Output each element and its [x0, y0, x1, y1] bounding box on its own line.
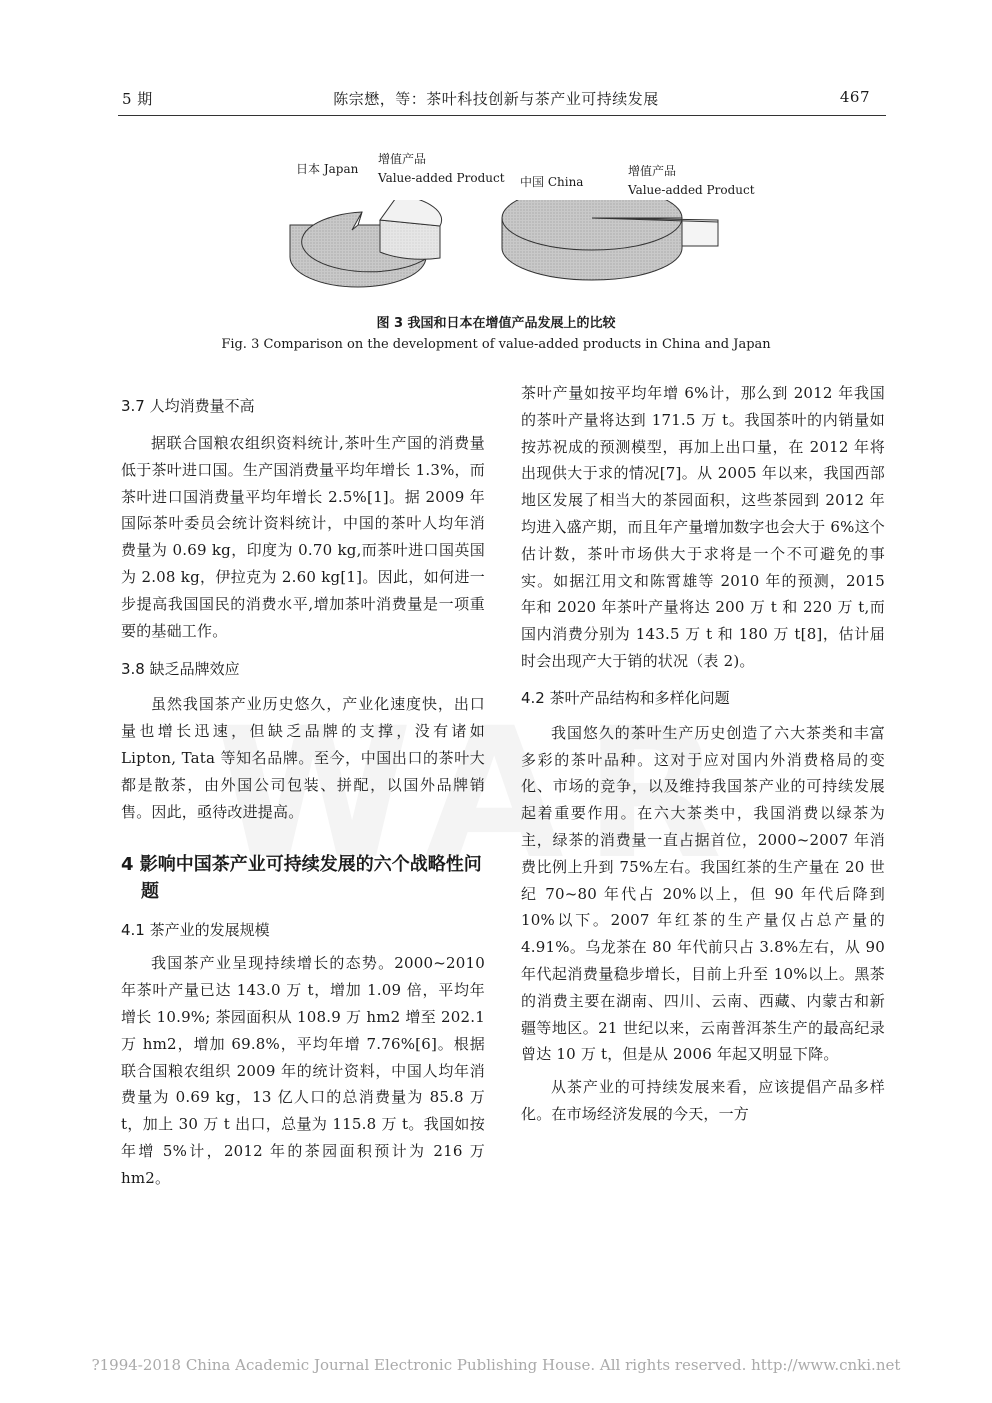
- figure-caption-en: Fig. 3 Comparison on the development of value-added products in China and Japan: [221, 337, 771, 352]
- section-3-8-title: 3.8 缺乏品牌效应: [121, 660, 240, 679]
- section-4-1-title: 4.1 茶产业的发展规模: [121, 921, 270, 940]
- japan-value-added-slice: [380, 200, 442, 259]
- japan-product-en: Value-added Product: [378, 171, 505, 185]
- china-label: 中国 China: [520, 175, 584, 189]
- japan-product-cn: 增值产品: [378, 152, 427, 166]
- section-4-1-paragraph: 我国茶产业呈现持续增长的态势。2000~2010 年茶叶产量已达 143.0 万 t，增加 1.09 倍，平均年增长 10.9%; 茶园面积从 108.9 万 hm2 增至 202.1 万 hm2，增加 69.8%，平均年增 7.76%[6]。根据联合国粮农组织 2009 年的统计资料，中国人均年消费量为 0.69 kg，13 亿人口的总消费量为 85.8 万 t，加上 30 万 t 出口，总量为 115.8 万 t。我国如按年增 5%计，2012 年的茶园面积预计为 216 万 hm2。: [121, 954, 485, 1187]
- journal-issue: 5 期: [122, 90, 153, 108]
- section-3-7-title: 3.7 人均消费量不高: [121, 397, 255, 415]
- pie-comparison-figure: [280, 200, 760, 300]
- japan-label: 日本 Japan: [296, 162, 359, 176]
- section-4-2-paragraph-1: 我国悠久的茶叶生产历史创造了六大茶类和丰富多彩的茶叶品种。这对于应对国内外消费格局的变化、市场的竞争，以及维持我国茶产业的可持续发展起着重要作用。在六大茶类中，我国消费以绿茶为主，绿茶的消费量一直占据首位，2000~2007 年消费比例上升到 75%左右。我国红茶的生产量在 20 世纪 70~80 年代占 20%以上，但 90 年代后降到 10%以下。2007 年红茶的生产量仅占总产量的 4.91%。乌龙茶在 80 年代前只占 3.8%左右，从 90 年代起消费量稳步增长，目前上升至 10%以上。黑茶的消费主要在湖南、四川、云南、西藏、内蒙古和新疆等地区。21 世纪以来，云南普洱茶生产的最高纪录曾达 10 万 t，但是从 2006 年起又明显下降。: [521, 723, 885, 1064]
- section-4-title: 4 影响中国茶产业可持续发展的六个战略性问题: [121, 854, 482, 903]
- page-number: 467: [839, 88, 870, 106]
- header-rule: [118, 115, 886, 116]
- running-title: 陈宗懋，等：茶叶科技创新与茶产业可持续发展: [333, 90, 659, 108]
- china-product-en: Value-added Product: [628, 183, 755, 197]
- section-3-8-paragraph: 虽然我国茶产业历史悠久，产业化速度快，出口量也增长迅速，但缺乏品牌的支撑，没有诸如 Lipton, Tata 等知名品牌。至今，中国出口的茶叶大都是散茶，由外国公司包装、拼配，以国外品牌销售。因此，亟待改进提高。: [121, 695, 485, 821]
- china-main-slice: [502, 200, 682, 280]
- section-4-2-paragraph-2: 从茶产业的可持续发展来看，应该提倡产品多样化。在市场经济发展的今天，一方: [521, 1078, 885, 1123]
- section-4-2-title: 4.2 茶叶产品结构和多样化问题: [521, 688, 730, 707]
- continued-paragraph: 茶叶产量如按平均年增 6%计，那么到 2012 年我国的茶叶产量将达到 171.5 万 t。我国茶叶的内销量如按苏祝成的预测模型，再加上出口量，在 2012 年将出现供大于求的情况[7]。从 2005 年以来，我国西部地区发展了相当大的茶园面积，这些茶园到 2012 年均进入盛产期，而且年产量增加数字也会大于 6%这个估计数，茶叶市场供大于求将是一个不可避免的事实。如据江用文和陈霄雄等 2010 年的预测，2015 年和 2020 年茶叶产量将达 200 万 t 和 220 万 t,而国内消费分别为 143.5 万 t 和 180 万 t[8]，估计届时会出现产大于销的状况（表 2)。: [521, 384, 885, 670]
- copyright-footer: ?1994-2018 China Academic Journal Electronic Publishing House. All rights reserved. http://www.cnki.net: [91, 1356, 901, 1374]
- left-column: [121, 391, 485, 1192]
- right-column: [521, 380, 885, 1128]
- section-3-7-paragraph: 据联合国粮农组织资料统计,茶叶生产国的消费量低于茶叶进口国。生产国消费量平均年增长 1.3%，而茶叶进口国消费量平均年增长 2.5%[1]。据 2009 年国际茶叶委员会统计资料统计，中国的茶叶人均年消费量为 0.69 kg，印度为 0.70 kg,而茶叶进口国英国为 2.08 kg，伊拉克为 2.60 kg[1]。因此，如何进一步提高我国国民的消费水平,增加茶叶消费量是一项重要的基础工作。: [121, 434, 485, 640]
- figure-caption-cn: 图 3 我国和日本在增值产品发展上的比较: [376, 316, 616, 331]
- china-product-cn: 增值产品: [628, 164, 677, 178]
